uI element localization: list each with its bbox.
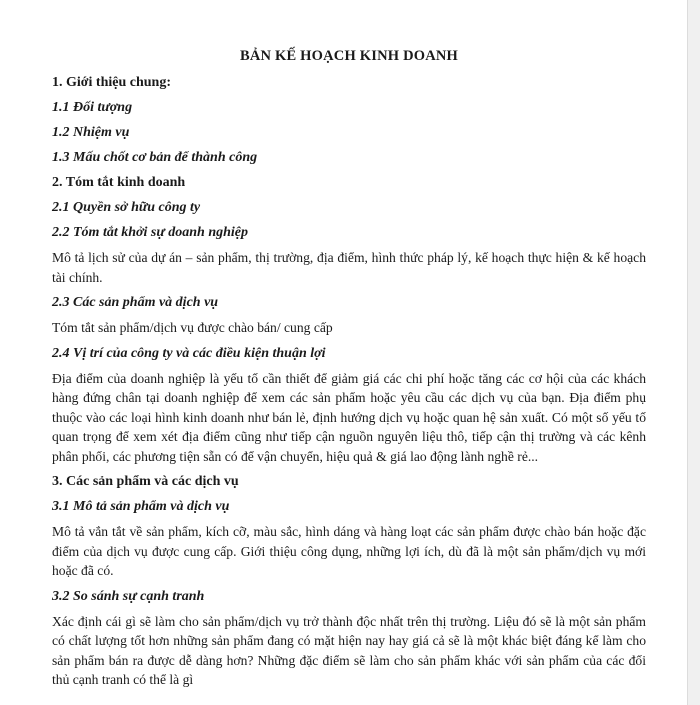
subsection-heading: 2.1 Quyền sở hữu công ty [52,200,201,215]
subsection-heading: 1.3 Mấu chốt cơ bản để thành công [52,150,258,165]
section-heading: 3. Các sản phẩm và các dịch vụ [52,474,239,489]
subsection-heading: 2.2 Tóm tắt khởi sự doanh nghiệp [52,225,248,240]
document-title: BẢN KẾ HOẠCH KINH DOANH [239,48,459,64]
paragraph: Mô tả vắn tắt về sản phẩm, kích cỡ, màu sắc, hình dáng và hàng loạt các sản phẩm được chào bán hoặc đặc điểm của dịch vụ được cung cấp. Giới thiệu công dụng, những lợi ích, dù đã là một sản phẩm/dịch vụ mới hoặc đã có. [52,524,646,578]
subsection-heading: 3.1 Mô tả sản phẩm và dịch vụ [52,499,230,514]
paragraph: Địa điểm của doanh nghiệp là yếu tố cần thiết để giảm giá các chi phí hoặc tăng các cơ hội của các khách hàng đứng chân tại doanh nghiệp để xem các sản phẩm hoặc yêu cầu các dịch vụ của bạn. Địa điểm phụ thuộc vào các loại hình kinh doanh như bán lẻ, định hướng dịch vụ hoặc quan hệ sản xuất. Có một số yếu tố quan trọng để xem xét địa điểm cũng như tiếp cận nguồn nguyên liệu thô, tiếp cận thị trường và các kênh phân phối, các phương tiện sẵn có để vận chuyển, hiệu quả & giá lao động lành nghề rẻ... [52,370,646,464]
paragraph: Tóm tắt sản phẩm/dịch vụ được chào bán/ cung cấp [52,320,333,335]
subsection-heading: 1.1 Đối tượng [52,100,133,115]
subsection-heading: 3.2 So sánh sự cạnh tranh [52,588,205,604]
document-page [52,46,646,696]
section-heading: 2. Tóm tắt kinh doanh [52,175,186,190]
subsection-heading: 2.4 Vị trí của công ty và các điều kiện thuận lợi [52,345,326,361]
subsection-heading: 1.2 Nhiệm vụ [52,125,130,140]
paragraph: Xác định cái gì sẽ làm cho sản phẩm/dịch vụ trở thành độc nhất trên thị trường. Liệu đó sẽ là một sản phẩm có chất lượng tốt hơn những sản phẩm đang có mặt hiện nay hay giá cả sẽ là một khác biệt đáng kể làm cho sản phẩm bán ra được dễ dàng hơn? Những đặc điểm sẽ làm cho sản phẩm khác với sản phẩm của các đối thủ cạnh tranh có thể là gì [52,613,646,687]
subsection-heading: 2.3 Các sản phẩm và dịch vụ [52,295,219,310]
page-edge [687,0,700,705]
paragraph: Mô tả lịch sử của dự án – sản phẩm, thị trường, địa điểm, hình thức pháp lý, kế hoạch thực hiện & kế hoạch tài chính. [52,250,646,285]
section-heading: 1. Giới thiệu chung: [52,75,171,90]
